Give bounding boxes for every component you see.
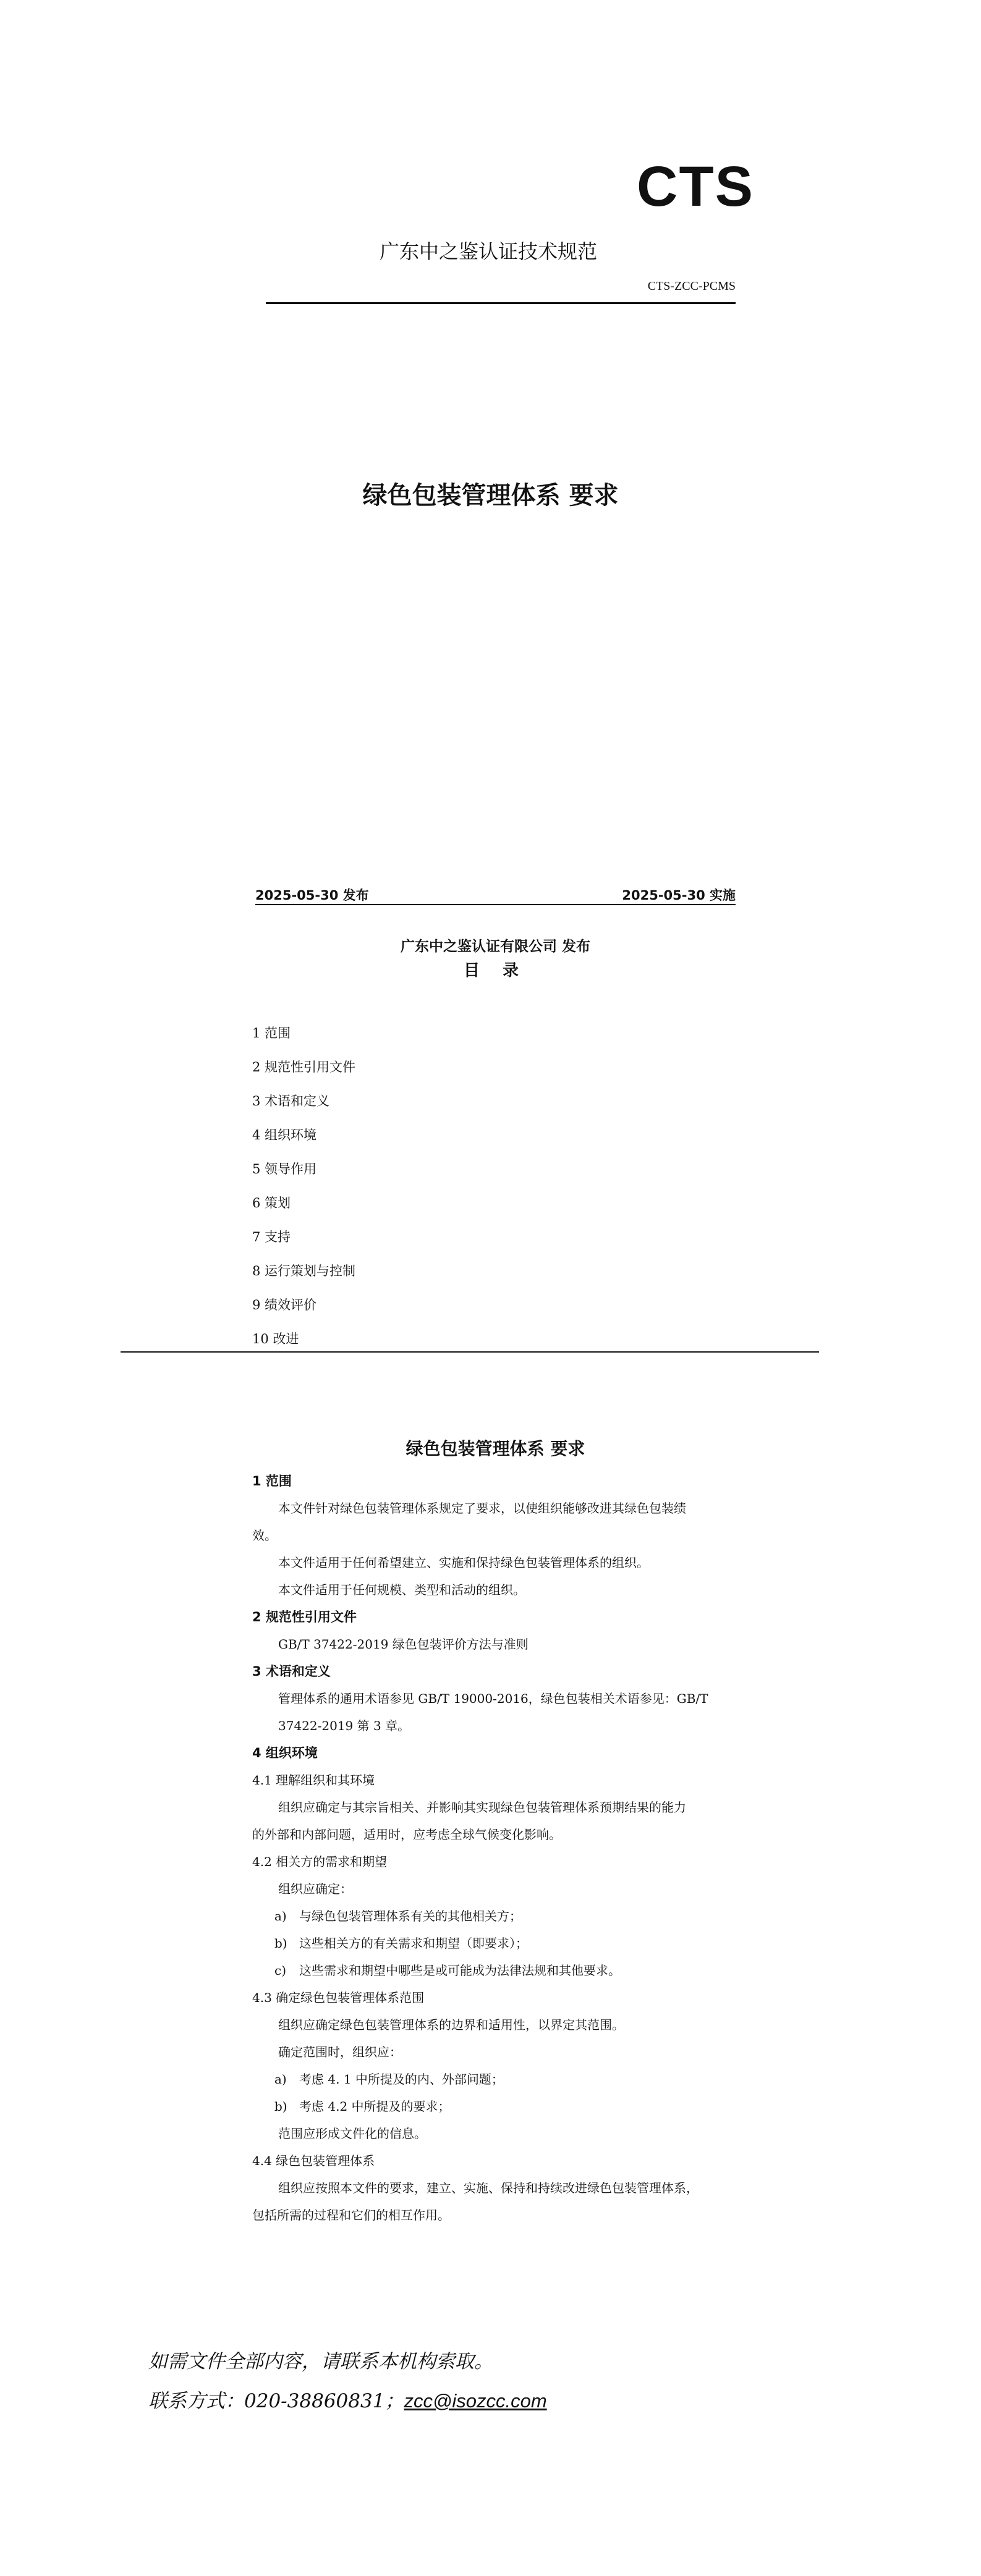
paragraph-line: GB/T 37422-2019 绿色包装评价方法与准则 xyxy=(278,1637,529,1652)
contact-notice xyxy=(148,2342,547,2421)
implement-date: 2025-05-30 实施 xyxy=(622,888,736,903)
list-label: b) xyxy=(274,1936,287,1951)
subsection-heading: 4.3 确定绿色包装管理体系范围 xyxy=(252,1990,425,2005)
toc-item[interactable]: 4 组织环境 xyxy=(252,1128,317,1142)
section-heading: 1 范围 xyxy=(252,1474,292,1489)
paragraph-line: 组织应确定绿色包装管理体系的边界和适用性，以界定其范围。 xyxy=(278,2017,624,2032)
cover-title: 绿色包装管理体系 要求 xyxy=(362,481,619,510)
paragraph-line: 组织应确定与其宗旨相关、并影响其实现绿色包装管理体系预期结果的能力 xyxy=(278,1800,686,1815)
paragraph-line: 确定范围时，组织应： xyxy=(278,2045,402,2059)
list-label: a) xyxy=(274,2072,287,2087)
paragraph-line: 管理体系的通用术语参见 GB/T 19000-2016，绿色包装相关术语参见：GB/T xyxy=(278,1691,708,1706)
paragraph-line: 本文件针对绿色包装管理体系规定了要求，以使组织能够改进其绿色包装绩 xyxy=(278,1501,686,1516)
paragraph-line: 效。 xyxy=(252,1528,277,1543)
toc-list xyxy=(252,1016,355,1356)
publisher: 广东中之鉴认证有限公司 发布 xyxy=(400,939,590,955)
contact-phone: 联系方式：020-38860831； xyxy=(148,2390,404,2412)
paragraph-line: 的外部和内部问题，适用时，应考虑全球气候变化影响。 xyxy=(252,1827,561,1842)
list-label: c) xyxy=(274,1963,287,1978)
document-body xyxy=(252,1467,736,2229)
subsection-heading: 4.4 绿色包装管理体系 xyxy=(252,2153,375,2168)
toc-title: 目 录 xyxy=(463,961,528,980)
section-heading: 4 组织环境 xyxy=(252,1746,318,1760)
list-item xyxy=(252,1957,736,1984)
toc-item[interactable]: 6 策划 xyxy=(252,1196,291,1210)
list-item xyxy=(252,1902,736,1930)
list-text: 考虑 4. 1 中所提及的内、外部问题； xyxy=(299,2072,504,2087)
list-text: 这些相关方的有关需求和期望（即要求）； xyxy=(299,1936,528,1951)
toc-item[interactable]: 8 运行策划与控制 xyxy=(252,1264,356,1278)
paragraph-line: 37422-2019 第 3 章。 xyxy=(278,1718,410,1733)
list-item xyxy=(252,1930,736,1957)
cts-logo: CTS xyxy=(637,155,754,218)
toc-item[interactable]: 3 术语和定义 xyxy=(252,1094,330,1109)
toc-item[interactable]: 2 规范性引用文件 xyxy=(252,1060,356,1075)
toc-item[interactable]: 7 支持 xyxy=(252,1230,291,1244)
standard-code: CTS-ZCC-PCMS xyxy=(647,279,736,293)
contact-email-link[interactable]: zcc@isozcc.com xyxy=(404,2390,547,2412)
subsection-heading: 4.1 理解组织和其环境 xyxy=(252,1773,375,1788)
paragraph-line: 组织应按照本文件的要求，建立、实施、保持和持续改进绿色包装管理体系， xyxy=(278,2181,699,2195)
subsection-heading: 4.2 相关方的需求和期望 xyxy=(252,1854,388,1869)
header-rule xyxy=(266,302,736,304)
paragraph-line: 组织应确定： xyxy=(278,1881,352,1896)
list-text: 考虑 4.2 中所提及的要求； xyxy=(299,2099,451,2114)
issue-date: 2025-05-30 发布 xyxy=(255,888,369,903)
standard-type: 广东中之鉴认证技术规范 xyxy=(379,240,597,263)
list-text: 这些需求和期望中哪些是或可能成为法律法规和其他要求。 xyxy=(299,1963,621,1978)
section-heading: 3 术语和定义 xyxy=(252,1664,331,1679)
list-item xyxy=(252,2066,736,2093)
request-note: 如需文件全部内容，请联系本机构索取。 xyxy=(148,2350,493,2373)
list-label: a) xyxy=(274,1909,287,1924)
paragraph-line: 范围应形成文件化的信息。 xyxy=(278,2126,427,2141)
paragraph-line: 包括所需的过程和它们的相互作用。 xyxy=(252,2208,450,2223)
toc-item[interactable]: 9 绩效评价 xyxy=(252,1298,317,1312)
paragraph-line: 本文件适用于任何规模、类型和活动的组织。 xyxy=(278,1582,525,1597)
paragraph-line: 本文件适用于任何希望建立、实施和保持绿色包装管理体系的组织。 xyxy=(278,1555,649,1570)
body-title: 绿色包装管理体系 要求 xyxy=(406,1438,585,1459)
list-label: b) xyxy=(274,2099,287,2114)
toc-item[interactable]: 1 范围 xyxy=(252,1026,291,1041)
contact-line xyxy=(148,2381,547,2421)
dates-rule xyxy=(255,904,736,905)
list-text: 与绿色包装管理体系有关的其他相关方； xyxy=(299,1909,522,1924)
page-divider xyxy=(121,1351,819,1353)
toc-item[interactable]: 5 领导作用 xyxy=(252,1162,317,1176)
list-item xyxy=(252,2093,736,2120)
section-heading: 2 规范性引用文件 xyxy=(252,1610,357,1624)
toc-item[interactable]: 10 改进 xyxy=(252,1332,299,1346)
